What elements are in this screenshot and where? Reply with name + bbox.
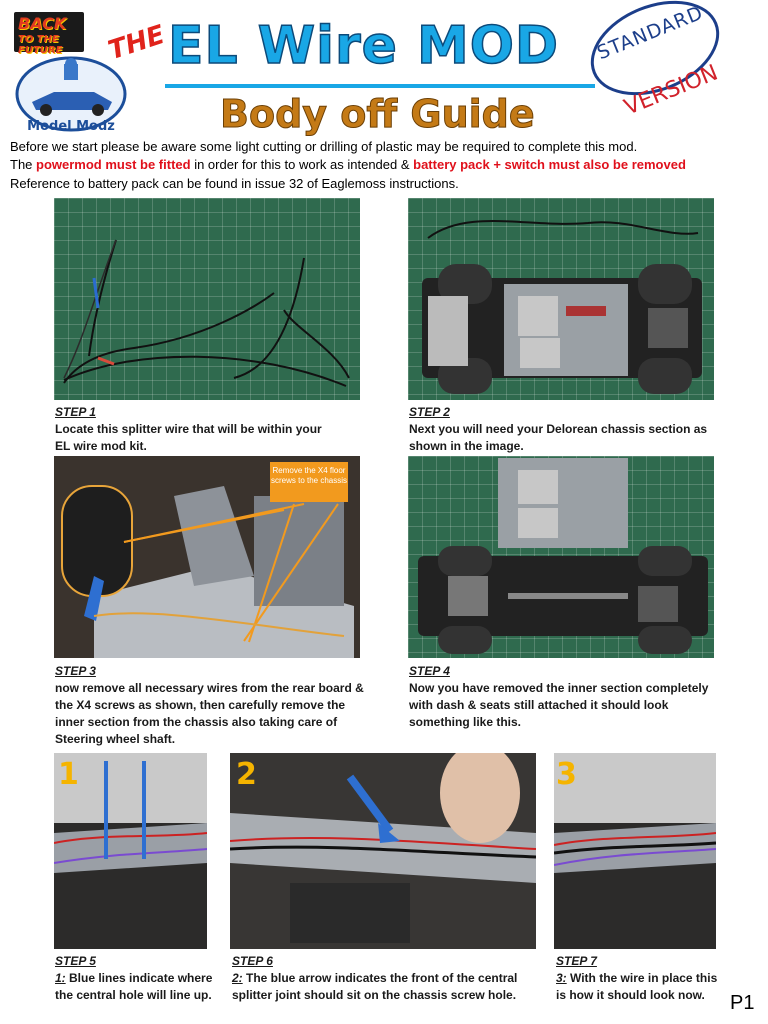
separated-chassis-drawing xyxy=(408,456,714,658)
intro-line-1: Before we start please be aware some light cutting or drilling of plastic may be required to complete this mod. xyxy=(10,139,638,154)
step6-caption xyxy=(232,953,542,1004)
model-modz-logo xyxy=(14,56,128,136)
step7-title: STEP 7 xyxy=(556,954,597,968)
step7-photo xyxy=(554,753,716,949)
callout-label: Remove the X4 floor screws to the chassis xyxy=(270,462,348,502)
step1-caption xyxy=(55,404,355,455)
intro-line-3: Reference to battery pack can be found in issue 32 of Eaglemoss instructions. xyxy=(10,176,459,191)
step1-text-line2: EL wire mod kit. xyxy=(55,439,147,453)
step3-text-line2: the X4 screws as shown, then carefully remove the xyxy=(55,698,346,712)
step1-photo xyxy=(54,198,360,400)
step3-text-line3: inner section from the chassis also taking care of xyxy=(55,715,338,729)
step3-text-line1: now remove all necessary wires from the rear board & xyxy=(55,681,364,695)
step4-text-line1: Now you have removed the inner section completely xyxy=(409,681,709,695)
step2-text-line1: Next you will need your Delorean chassis section as xyxy=(409,422,708,436)
step2-photo xyxy=(408,198,714,400)
step5-num: 1: xyxy=(55,971,66,985)
step2-text-line2: shown in the image. xyxy=(409,439,524,453)
step2-caption xyxy=(409,404,729,455)
step4-title: STEP 4 xyxy=(409,664,450,678)
step5-caption xyxy=(55,953,230,1004)
step4-text-line3: something like this. xyxy=(409,715,522,729)
step3-text-line4: Steering wheel shaft. xyxy=(55,732,176,746)
the-label: THE xyxy=(104,19,169,67)
step6-text-line1: The blue arrow indicates the front of the central xyxy=(242,971,518,985)
step5-text-line1: Blue lines indicate where xyxy=(65,971,213,985)
step7-num: 3: xyxy=(556,971,567,985)
step6-photo xyxy=(230,753,536,949)
step5-photo xyxy=(54,753,207,949)
step7-drawing xyxy=(554,753,716,949)
title-underline xyxy=(165,84,595,88)
back-to-the-future-logo xyxy=(14,12,84,56)
photo-number-2: 2 xyxy=(236,757,257,792)
step6-title: STEP 6 xyxy=(232,954,273,968)
step3-title: STEP 3 xyxy=(55,664,96,678)
step5-text-line2: the central hole will line up. xyxy=(55,988,212,1002)
photo-number-1: 1 xyxy=(58,757,79,792)
model-modz-text: Model Modz xyxy=(27,119,115,134)
bttf-logo-subtext: TO THE FUTURE xyxy=(18,34,63,56)
step2-title: STEP 2 xyxy=(409,405,450,419)
intro-warning-battery: battery pack + switch must also be removed xyxy=(413,157,686,172)
step6-drawing xyxy=(230,753,536,949)
intro-text: in order for this to work as intended & xyxy=(190,157,414,172)
splitter-wire-drawing xyxy=(54,198,360,400)
step7-text-line1: With the wire in place this xyxy=(566,971,718,985)
chassis-drawing xyxy=(408,198,714,400)
intro-warning-powermod: powermod must be fitted xyxy=(36,157,191,172)
page-number: P1 xyxy=(730,992,755,1014)
step1-text-line1: Locate this splitter wire that will be within your xyxy=(55,422,322,436)
step1-title: STEP 1 xyxy=(55,405,96,419)
step7-caption xyxy=(556,953,726,1004)
page-subtitle: Body off Guide xyxy=(220,92,535,136)
step3-caption xyxy=(55,663,367,748)
step4-caption xyxy=(409,663,729,731)
photo-number-3: 3 xyxy=(556,757,577,792)
step6-text-line2: splitter joint should sit on the chassis screw hole. xyxy=(232,988,517,1002)
step4-photo xyxy=(408,456,714,658)
step4-text-line2: with dash & seats still attached it should look xyxy=(409,698,669,712)
step7-text-line2: is how it should look now. xyxy=(556,988,705,1002)
intro-text: The xyxy=(10,157,37,172)
badge-version-text: VERSION xyxy=(620,60,722,121)
badge-standard-text: STANDARD xyxy=(593,1,707,65)
bttf-logo-text: BACK xyxy=(18,14,67,33)
page-title: EL Wire MOD xyxy=(168,16,560,76)
step6-num: 2: xyxy=(232,971,243,985)
intro-line-2 xyxy=(10,157,686,173)
step5-title: STEP 5 xyxy=(55,954,96,968)
